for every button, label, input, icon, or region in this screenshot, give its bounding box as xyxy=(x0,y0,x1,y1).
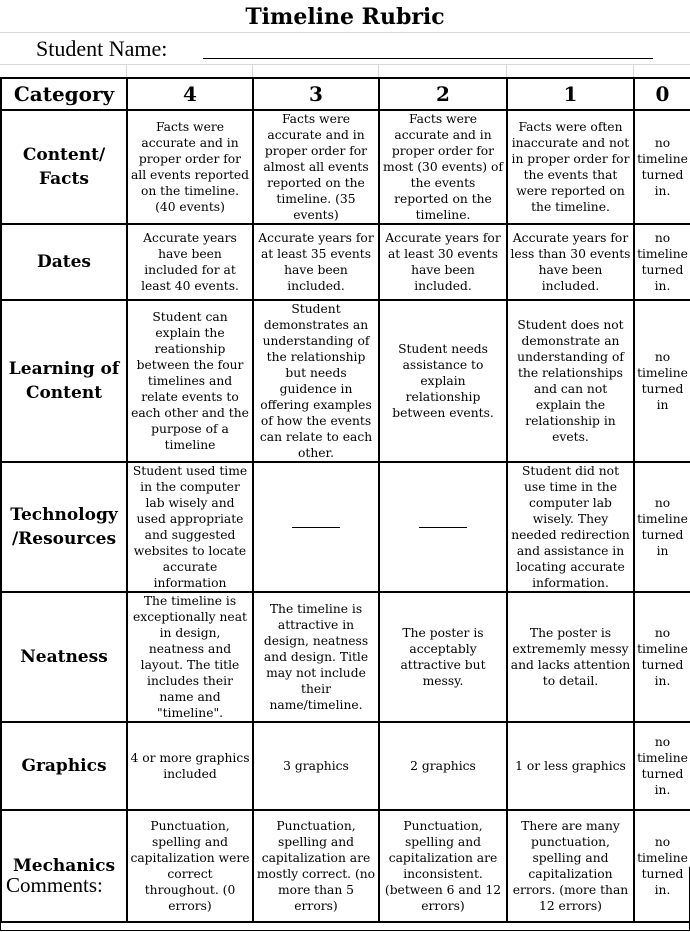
table-row xyxy=(1,722,690,810)
category-neatness: Neatness xyxy=(1,592,127,722)
criteria-cell: 1 or less graphics xyxy=(507,722,634,810)
blank-dash xyxy=(419,527,467,528)
table-row xyxy=(1,300,690,462)
student-name-blank[interactable] xyxy=(203,58,653,59)
criteria-cell: Facts were accurate and in proper order for most (30 events) of the events reported on the timeline. xyxy=(379,110,507,224)
criteria-cell: no timeline turned in xyxy=(634,300,690,462)
criteria-cell: Student needs assistance to explain relationship between events. xyxy=(379,300,507,462)
header-category: Category xyxy=(1,78,127,110)
table-row xyxy=(1,110,690,224)
criteria-cell: There are many punctuation, spelling and capitalization errors. (more than 12 errors) xyxy=(507,810,634,922)
criteria-cell: Accurate years for less than 30 events have been included. xyxy=(507,224,634,300)
criteria-cell: The poster is acceptably attractive but messy. xyxy=(379,592,507,722)
table-row xyxy=(1,224,690,300)
criteria-cell: no timeline turned in xyxy=(634,462,690,592)
criteria-cell: Student can explain the reationship between the four timelines and relate events to each other and the purpose of a timeline xyxy=(127,300,253,462)
criteria-cell: The poster is extrememly messy and lacks attention to detail. xyxy=(507,592,634,722)
criteria-cell: The timeline is exceptionally neat in design, neatness and layout. The title includes their name and "timeline". xyxy=(127,592,253,722)
header-score-1: 1 xyxy=(507,78,634,110)
criteria-cell: Facts were often inaccurate and not in proper order for the events that were reported on the timeline. xyxy=(507,110,634,224)
criteria-cell: no timeline turned in. xyxy=(634,810,690,922)
criteria-cell: Student demonstrates an understanding of the relationship but needs guidence in offering examples of how the events can relate to each other. xyxy=(253,300,379,462)
category-content-facts: Content/ Facts xyxy=(1,110,127,224)
criteria-cell: Facts were accurate and in proper order for almost all events reported on the timeline. (35 events) xyxy=(253,110,379,224)
category-dates: Dates xyxy=(1,224,127,300)
criteria-cell: 4 or more graphics included xyxy=(127,722,253,810)
criteria-cell: Punctuation, spelling and capitalization are inconsistent. (between 6 and 12 errors) xyxy=(379,810,507,922)
criteria-cell: Student used time in the computer lab wisely and used appropriate and suggested websites to locate accurate information xyxy=(127,462,253,592)
criteria-cell: Accurate years for at least 30 events have been included. xyxy=(379,224,507,300)
criteria-cell-empty xyxy=(379,462,507,592)
student-name-row xyxy=(0,32,690,65)
comments-box[interactable] xyxy=(0,867,690,931)
header-score-4: 4 xyxy=(127,78,253,110)
rubric-table xyxy=(0,77,690,923)
criteria-cell: Facts were accurate and in proper order for all events reported on the timeline. (40 events) xyxy=(127,110,253,224)
blank-dash xyxy=(292,527,340,528)
category-technology-resources: Technology /Resources xyxy=(1,462,127,592)
header-score-2: 2 xyxy=(379,78,507,110)
criteria-cell: no timeline turned in. xyxy=(634,722,690,810)
criteria-cell: 3 graphics xyxy=(253,722,379,810)
criteria-cell: Accurate years for at least 35 events have been included. xyxy=(253,224,379,300)
criteria-cell: Accurate years have been included for at least 40 events. xyxy=(127,224,253,300)
criteria-cell: Student did not use time in the computer lab wisely. They needed redirection and assistance in locating accurate information. xyxy=(507,462,634,592)
category-learning-of-content: Learning of Content xyxy=(1,300,127,462)
header-score-3: 3 xyxy=(253,78,379,110)
header-score-0: 0 xyxy=(634,78,690,110)
criteria-cell: no timeline turned in. xyxy=(634,110,690,224)
category-graphics: Graphics xyxy=(1,722,127,810)
criteria-cell: no timeline turned in. xyxy=(634,592,690,722)
comments-label: Comments: xyxy=(6,873,103,897)
student-name-label: Student Name: xyxy=(36,36,168,61)
table-row xyxy=(1,462,690,592)
criteria-cell: Student does not demonstrate an understanding of the relationships and can not explain the relationship in evets. xyxy=(507,300,634,462)
criteria-cell: The timeline is attractive in design, neatness and design. Title may not include their name/timeline. xyxy=(253,592,379,722)
table-row xyxy=(1,592,690,722)
criteria-cell: Punctuation, spelling and capitalization are mostly correct. (no more than 5 errors) xyxy=(253,810,379,922)
criteria-cell: no timeline turned in. xyxy=(634,224,690,300)
criteria-cell-empty xyxy=(253,462,379,592)
page-title: Timeline Rubric xyxy=(0,0,690,33)
category-mechanics: Mechanics xyxy=(1,810,127,922)
header-row xyxy=(1,78,690,110)
criteria-cell: Punctuation, spelling and capitalization were correct throughout. (0 errors) xyxy=(127,810,253,922)
criteria-cell: 2 graphics xyxy=(379,722,507,810)
